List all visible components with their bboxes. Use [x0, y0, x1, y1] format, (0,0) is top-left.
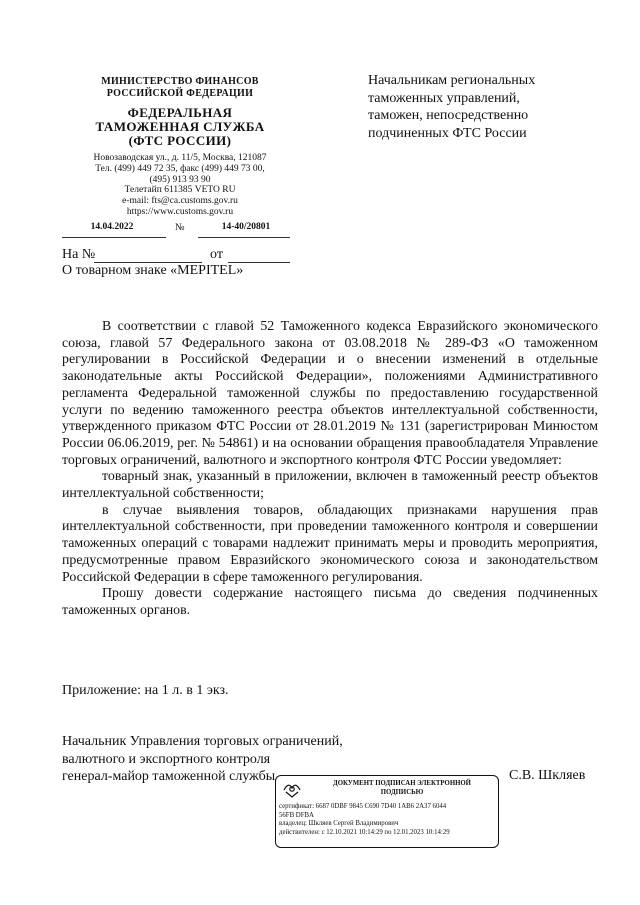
document-date: 14.04.2022: [90, 222, 134, 232]
number-underline: [198, 237, 290, 238]
signatory-title-line: генерал-майор таможенной службы: [62, 769, 276, 784]
document-number: 14-40/20801: [221, 222, 271, 232]
date-number-line: [62, 222, 292, 238]
service-line-3: (ФТС РОССИИ): [128, 133, 232, 148]
service-name: [55, 106, 305, 148]
ref-from-label: от: [210, 247, 223, 262]
body-paragraph: в случае выявления товаров, обладающих признаками нарушения прав интеллектуальной собственности, при проведении таможенного контроля и совершении таможенных операций с товарами надлежит принимать меры и проводить мероприятия, предусмотренные правом Евразийского экономического союза и законодательством Российской Федерации в сфере таможенного регулирования.: [62, 502, 598, 585]
number-sign: №: [175, 222, 185, 233]
letter-body: [62, 319, 598, 620]
stamp-title-line-2: ПОДПИСЬЮ: [380, 788, 424, 796]
ministry-line-2: РОССИЙСКОЙ ФЕДЕРАЦИИ: [106, 88, 254, 99]
ministry-line-1: МИНИСТЕРСТВО ФИНАНСОВ: [101, 76, 259, 87]
addressee-line: подчиненных ФТС России: [368, 125, 527, 141]
reference-line: [62, 247, 302, 263]
addressee-line: Начальникам региональных: [368, 73, 536, 88]
ministry-name: [55, 76, 305, 100]
document-subject: О товарном знаке «MEPITEL»: [62, 263, 244, 278]
addressee-block: [368, 72, 578, 142]
address-line: Телетайп 611385 VETO RU: [124, 185, 236, 196]
stamp-certificate: сертификат: 6687 0DBF 9845 C690 7D40 1AB6 2A37 6044: [279, 803, 447, 810]
service-line-2: ТАМОЖЕННАЯ СЛУЖБА: [95, 119, 265, 134]
stamp-validity: действителен: с 12.10.2021 10:14:29 по 12.01.2023 10:14:29: [279, 828, 450, 836]
body-paragraph: Прошу довести содержание настоящего письма до сведения подчиненных таможенных органов.: [62, 586, 598, 618]
address-line: Тел. (499) 449 72 35, факс (499) 449 73 00,: [95, 163, 265, 174]
emblem-icon: [281, 780, 303, 800]
electronic-signature-stamp: [275, 775, 499, 848]
stamp-title: [310, 780, 494, 797]
signatory-title-line: валютного и экспортного контроля: [62, 751, 271, 767]
date-underline: [62, 237, 166, 238]
addressee-line: таможен, непосредственно: [368, 108, 529, 123]
body-paragraph: товарный знак, указанный в приложении, включен в таможенный реестр объектов интеллектуальной собственности;: [62, 469, 598, 502]
addressee-line: таможенных управлений,: [368, 90, 520, 106]
ref-number-label: На №: [62, 247, 96, 262]
address-line: Новозаводская ул., д. 11/5, Москва, 121087: [93, 153, 267, 163]
signatory-name: С.В. Шкляев: [509, 768, 586, 783]
service-address: [55, 153, 305, 218]
signatory-title-line: Начальник Управления торговых ограничений,: [62, 734, 343, 749]
stamp-title-line-1: ДОКУМЕНТ ПОДПИСАН ЭЛЕКТРОННОЙ: [333, 780, 471, 787]
stamp-details: [279, 803, 495, 837]
body-paragraph: В соответствии с главой 52 Таможенного кодекса Евразийского экономического союза, главой 57 Федерального закона от 03.08.2018 № 289-ФЗ «О таможенном регулировании в Российской Федерации и о внесении изменений в отдельные законодательные акты Российской Федерации», положениями Административного регламента Федеральной таможенной службы по предоставлению государственной услуги по ведению таможенного реестра объектов интеллектуальной собственности, утвержденного приказом ФТС России от 28.01.2019 № 131 (зарегистрирован Минюстом России 06.06.2019, рег. № 54861) и на основании обращения правообладателя Управление торговых ограничений, валютного и экспортного контроля ФТС России уведомляет:: [62, 319, 598, 468]
attachment-note: Приложение: на 1 л. в 1 экз.: [62, 683, 229, 698]
stamp-owner: владелец: Шкляев Сергей Владимирович: [279, 820, 399, 828]
address-line: https://www.customs.gov.ru: [126, 206, 234, 217]
stamp-certificate-cont: 56FB DFBA: [279, 811, 314, 819]
service-line-1: ФЕДЕРАЛЬНАЯ: [127, 105, 233, 120]
address-line: (495) 913 93 90: [149, 174, 211, 185]
address-line: e-mail: fts@ca.customs.gov.ru: [122, 196, 238, 207]
